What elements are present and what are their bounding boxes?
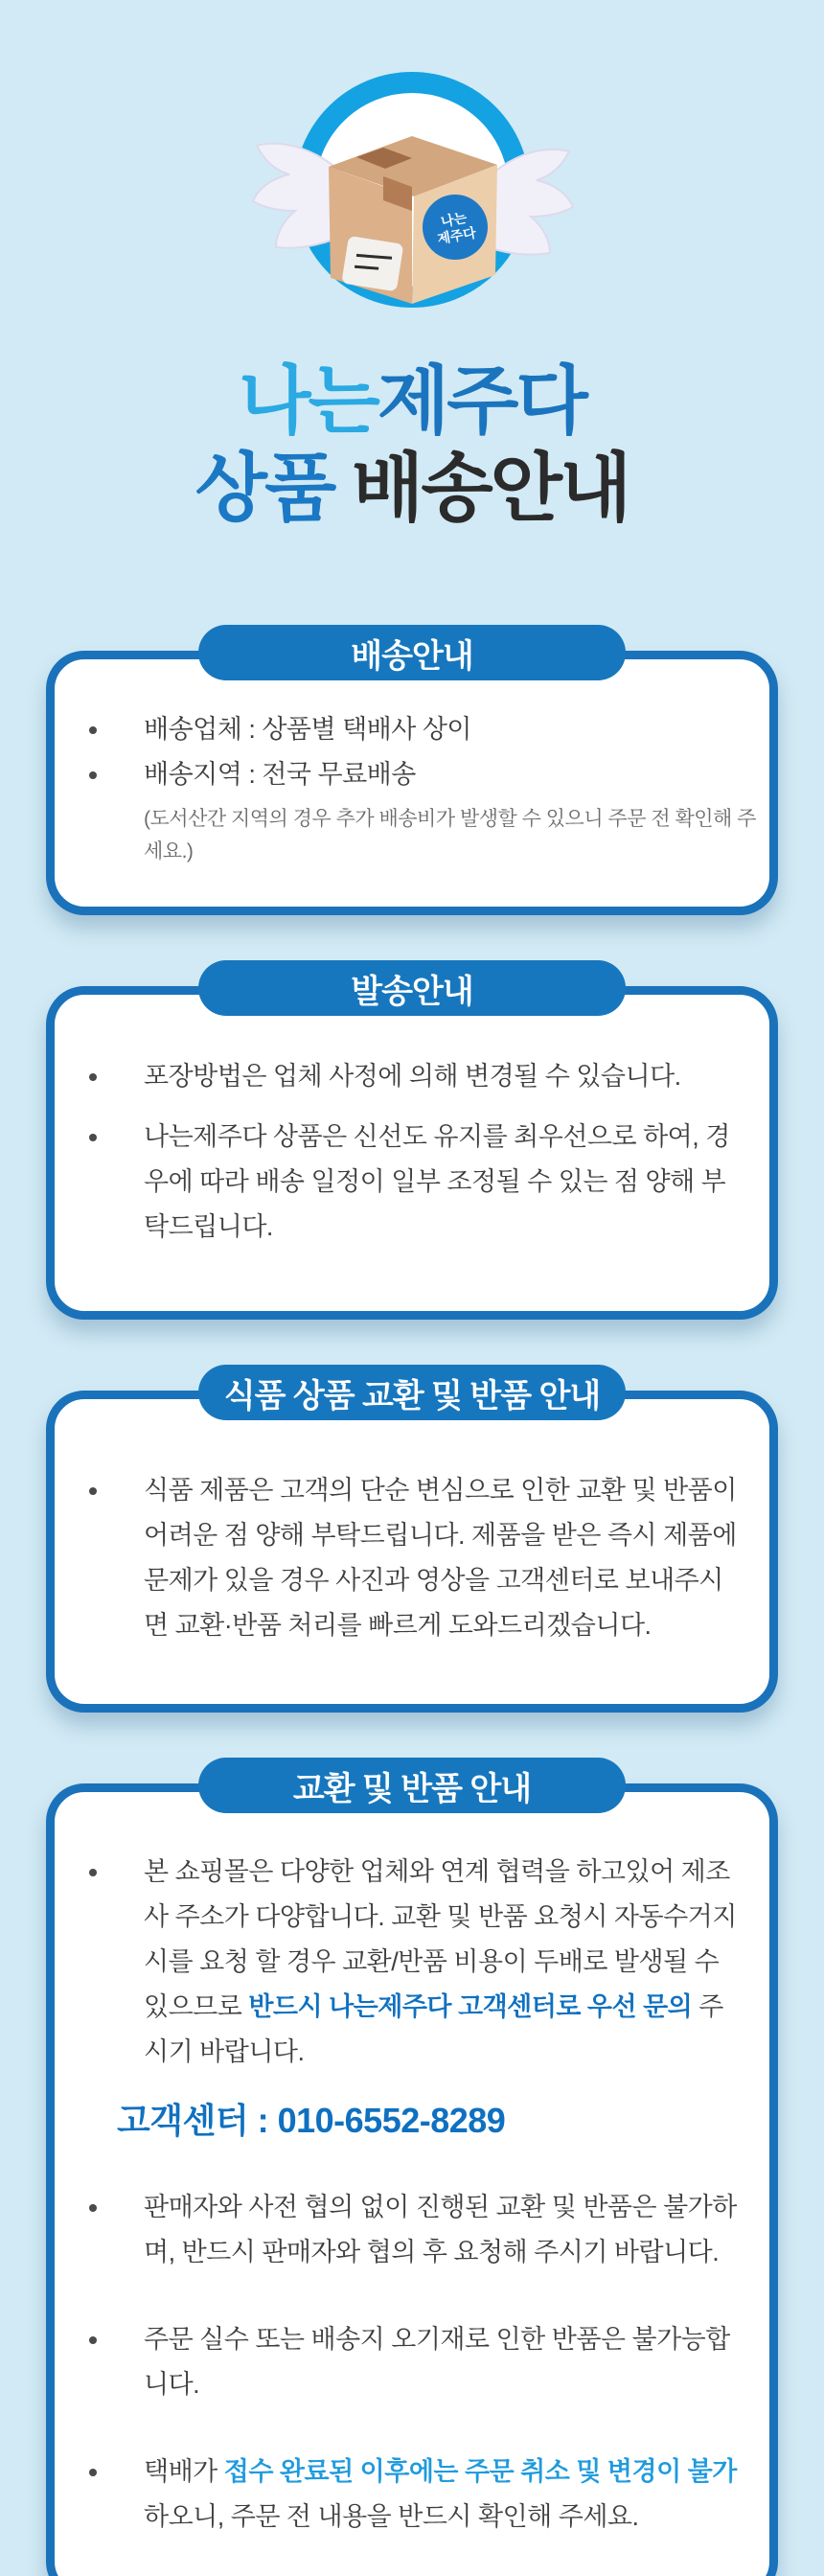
- list-item-text: 배송지역 : 전국 무료배송: [144, 760, 416, 790]
- card-food-exchange-return-guide: [46, 1377, 778, 1713]
- brand-title-light-part: 나는: [239, 358, 378, 443]
- customer-center-phone: 고객센터 : 010-6552-8289: [117, 2101, 506, 2141]
- list-item: [55, 1850, 769, 2075]
- bullet-dot: [89, 1869, 97, 1876]
- list-item: [55, 707, 769, 752]
- no-cancel-emphasis: 접수 완료된 이후에는 주문 취소 및 변경이 불가: [223, 2457, 737, 2487]
- page-title-dark-part: 배송안내: [333, 446, 629, 531]
- bullet-dot: [89, 726, 97, 734]
- card-shipping-guide-header: [198, 960, 626, 1016]
- page-title-blue-part: 상품: [195, 446, 334, 531]
- card-exchange-return-guide: [46, 1770, 778, 2576]
- list-item: [55, 2317, 769, 2407]
- page-title: [0, 446, 824, 531]
- card-delivery-guide: [46, 637, 778, 915]
- bullet-dot: [89, 2204, 97, 2212]
- label-rect: [341, 236, 403, 291]
- card-shipping-guide-body: [55, 995, 769, 1311]
- card-title: 교환 및 반품 안내: [292, 1770, 532, 1807]
- list-item: [55, 752, 769, 797]
- bullet-dot: [89, 771, 97, 779]
- list-item: [55, 1054, 769, 1099]
- sticker-text-line2: 제주다: [436, 224, 477, 247]
- brand-title-dark-part: 제주다: [377, 358, 585, 443]
- card-delivery-guide-header: [198, 625, 626, 680]
- card-exchange-return-body: [55, 1792, 769, 2576]
- brand-title: [0, 358, 824, 443]
- delivery-fee-note: (도서산간 지역의 경우 추가 배송비가 발생할 수 있으니 주문 전 확인해 주세요.): [144, 808, 756, 863]
- contact-first-emphasis: 반드시 나는제주다 고객센터로 우선 문의: [248, 1992, 693, 2022]
- list-item-text: 택배가: [144, 2457, 224, 2487]
- winged-box-logo-icon: [230, 59, 594, 347]
- card-delivery-guide-body: [55, 659, 769, 907]
- card-food-exchange-return-body: [55, 1399, 769, 1704]
- list-item-text: 주문 실수 또는 배송지 오기재로 인한 반품은 불가능합니다.: [144, 2325, 730, 2400]
- bullet-dot: [89, 2336, 97, 2344]
- list-item: [55, 2185, 769, 2275]
- bullet-dot: [89, 1134, 97, 1141]
- list-item-text: 나는제주다 상품은 신선도 유지를 최우선으로 하여, 경우에 따라 배송 일정이 일부 조정될 수 있는 점 양해 부탁드립니다.: [144, 1122, 730, 1242]
- card-title: 배송안내: [351, 637, 473, 675]
- bullet-dot: [89, 1487, 97, 1495]
- card-shipping-guide: [46, 973, 778, 1320]
- bullet-dot: [89, 1073, 97, 1081]
- list-item: [55, 1468, 769, 1648]
- card-title: 식품 상품 교환 및 반품 안내: [223, 1377, 601, 1414]
- list-item-text: 하오니, 주문 전 내용을 반드시 확인해 주세요.: [144, 2502, 639, 2532]
- list-item-text: 배송업체 : 상품별 택배사 상이: [144, 715, 471, 745]
- brand-logo: [230, 59, 594, 347]
- list-item-text: 판매자와 사전 협의 없이 진행된 교환 및 반품은 불가하며, 반드시 판매자와 협의 후 요청해 주시기 바랍니다.: [144, 2193, 737, 2267]
- list-item-text: 주시기 바랍니다.: [144, 1992, 723, 2067]
- list-item: [55, 2450, 769, 2540]
- list-item-text: 본 쇼핑몰은 다양한 업체와 연계 협력을 하고있어 제조사 주소가 다양합니다. 교환 및 반품 요청시 자동수거지시를 요청 할 경우 교환/반품 비용이 두배로 발생될 수 있으므로: [144, 1857, 737, 2022]
- list-item-text: 포장방법은 업체 사정에 의해 변경될 수 있습니다.: [144, 1062, 681, 1092]
- list-item-text: 식품 제품은 고객의 단순 변심으로 인한 교환 및 반품이 어려운 점 양해 부탁드립니다. 제품을 받은 즉시 제품에 문제가 있을 경우 사진과 영상을 고객센터로 보내주시면 교환·반품 처리를 빠르게 도와드리겠습니다.: [144, 1476, 737, 1641]
- card-food-exchange-return-header: [198, 1365, 626, 1420]
- card-title: 발송안내: [351, 973, 473, 1010]
- sticker-text-line1: 나는: [439, 209, 469, 230]
- list-item: [55, 1115, 769, 1250]
- shipping-label: [341, 236, 403, 291]
- card-exchange-return-header: [198, 1758, 626, 1813]
- bullet-dot: [89, 2469, 97, 2476]
